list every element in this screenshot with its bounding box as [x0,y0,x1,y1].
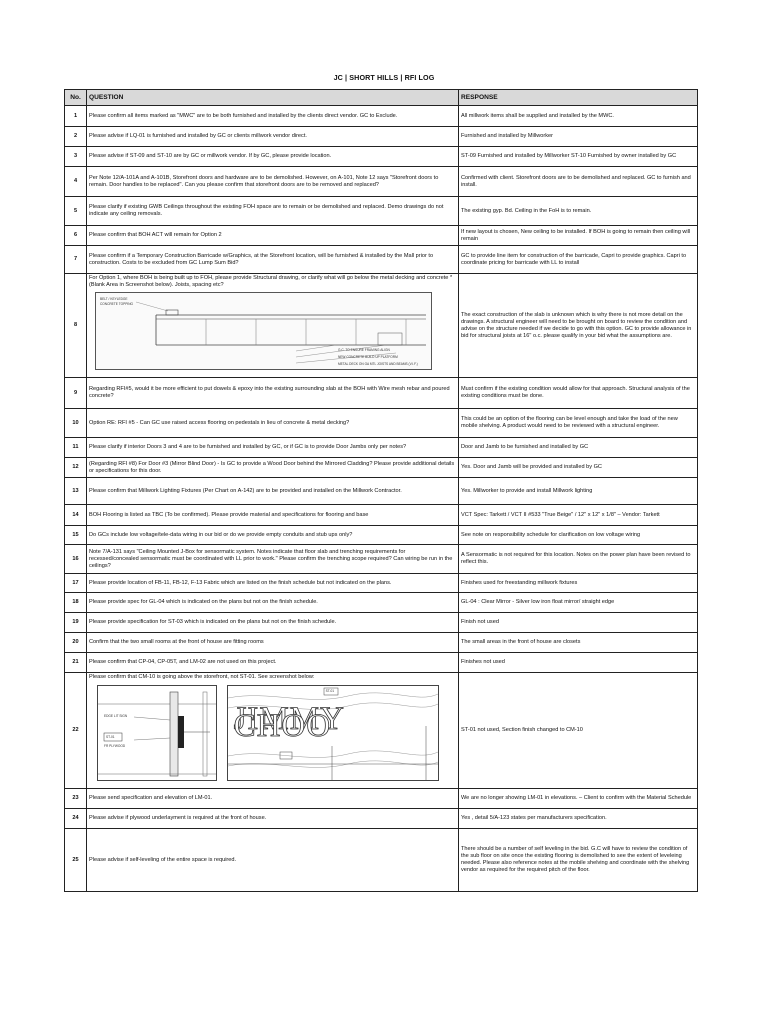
response-cell: This could be an option of the flooring can be level enough and take the load of the new mobile shelving. A product would need to be reviewed with a structural engineer. [459,409,698,438]
response-cell: Furnished and installed by Millworker [459,127,698,147]
row-number: 7 [65,246,87,274]
row-number: 11 [65,438,87,458]
drawing-label: METAL DECK ON GA MTL JOISTS AND BEAMS (V.I.F.) [338,362,418,366]
row-number: 8 [65,274,87,378]
row-number: 17 [65,574,87,593]
response-cell: All millwork items shall be supplied and installed by the MWC. [459,106,698,127]
response-cell: Finishes used for freestanding millwork fixtures [459,574,698,593]
question-cell: Please send specification and elevation of LM-01. [87,789,459,809]
table-row [65,106,698,127]
table-row [65,633,698,653]
drawing-label: G.C. TO ENSURE FRAMING ALIGN [338,348,390,352]
page-title: JC | SHORT HILLS | RFI LOG [333,73,435,82]
question-cell: Please provide location of FB-11, FB-12, F-13 Fabric which are listed on the finish schedule but not indicated on the plans. [87,574,459,593]
row-number: 14 [65,505,87,526]
table-row [65,127,698,147]
response-cell: ST-01 not used, Section finish changed to CM-10 [459,673,698,789]
table-row [65,274,698,378]
question-cell: Please confirm if a Temporary Construction Barricade w/Graphics, at the Storefront location, will be furnished & installed by the Mall prior to construction. Costs to be excluded from GC Lump Sum Bid? [87,246,459,274]
question-cell [87,274,459,378]
row-number: 18 [65,593,87,613]
question-cell: Regarding RFI#5, would it be more efficient to put dowels & epoxy into the existing surrounding slab at the BOH with Wire mesh rebar and poured concrete? [87,378,459,409]
table-row [65,789,698,809]
question-cell: Please advise if ST-09 and ST-10 are by GC or millwork vendor. If by GC, please provide location. [87,147,459,167]
row-number: 25 [65,829,87,892]
row-number: 4 [65,167,87,197]
response-cell: The exact construction of the slab is unknown which is why there is not more detail on the drawings. A structural engineer will need to be brought on board to review the condition and advise on the structure needed if we decide to go with this option. GC to provide allowance in bid for structural joists at 16" o.c. please qualify in your bid what the assumptions are. [459,274,698,378]
question-cell: Please advise if self-leveling of the entire space is required. [87,829,459,892]
storefront-elevation-drawing [227,685,439,781]
drawing-label: NEW CONCRETE BUILD UP PLATFORM [338,355,398,359]
question-cell: Per Note 12/A-101A and A-101B, Storefront doors and hardware are to be demolished. However, on A-101, Note 12 says "Storefront doors to remain. Door handles to be replaced". Can you please confirm that storefront doors are to be removed and replaced? [87,167,459,197]
table-row [65,167,698,197]
question-cell: Please confirm that CP-04, CP-05T, and LM-02 are not used on this project. [87,653,459,673]
question-cell: Option RE: RFI #5 - Can GC use raised access flooring on pedestals in lieu of concrete & metal decking? [87,409,459,438]
table-row [65,246,698,274]
drawing-label: CONCRETE TOPPING [100,302,134,306]
response-cell: GL-04 : Clear Mirror - Silver low iron float mirror/ straight edge [459,593,698,613]
response-cell: If new layout is chosen, New ceiling to be installed. If BOH is going to remain then ceiling will remain [459,226,698,246]
row-number: 1 [65,106,87,127]
table-row [65,505,698,526]
response-cell: Finishes not used [459,653,698,673]
response-cell: Confirmed with client. Storefront doors are to be demolished and replaced. GC to furnish and install. [459,167,698,197]
table-row [65,526,698,545]
structural-section-drawing [95,292,432,370]
row-number: 13 [65,478,87,505]
table-row [65,829,698,892]
row-number: 19 [65,613,87,633]
response-cell: Yes , detail 5/A-123 states per manufacturers specification. [459,809,698,829]
response-cell: The small areas in the front of house are closets [459,633,698,653]
table-row [65,809,698,829]
row-number: 10 [65,409,87,438]
question-cell [87,673,459,789]
row-number: 3 [65,147,87,167]
row-number: 15 [65,526,87,545]
table-row [65,613,698,633]
drawing-label: FR PLYWOOD [104,744,126,748]
table-row [65,409,698,438]
question-cell: Please provide specification for ST-03 which is indicated on the plans but not on the finish schedule. [87,613,459,633]
table-row [65,673,698,789]
brand-logo: JIMMY CHOO [233,701,344,744]
question-cell: Do GCs include low voltage/tele-data wiring in our bid or do we provide empty conduits and stub ups only? [87,526,459,545]
table-row [65,147,698,167]
row-number: 6 [65,226,87,246]
table-row [65,574,698,593]
question-cell: Please clarify if existing GWB Ceilings throughout the existing FOH space are to remain or be demolished and replaced. Demo drawings do not indicate any ceiling removals. [87,197,459,226]
question-text: Please confirm that CM-10 is going above the storefront, not ST-01. See screenshot below: [89,674,315,680]
column-header-question: QUESTION [87,90,459,106]
question-text: For Option 1, where BOH is being built up to FOH, please provide Structural drawing, or clarify what will go below the metal decking and concrete * (Blank Area in Screenshot below). Joists, spacing etc? [89,275,453,288]
row-number: 23 [65,789,87,809]
question-cell: BOH Flooring is listed as TBC (To be confirmed). Please provide material and specifications for flooring and base [87,505,459,526]
response-cell: Yes. Millworker to provide and install Millwork lighting [459,478,698,505]
response-cell: We are no longer showing LM-01 in elevations. – Client to confirm with the Material Schedule [459,789,698,809]
table-row [65,378,698,409]
table-row [65,438,698,458]
table-row [65,653,698,673]
response-cell: ST-09 Furnished and installed by Millworker ST-10 Furnished by owner installed by GC [459,147,698,167]
table-row [65,478,698,505]
question-cell: Please advise if plywood underlayment is required at the front of house. [87,809,459,829]
response-cell: There should be a number of self leveling in the bid. G.C will have to review the condition of the sub floor on site once the existing flooring is demolished to see the extent of leveleing needed. Please also reference notes at the mobile shelving and coordinate with the shelving vendor as required for the required pitch of the floor. [459,829,698,892]
table-row [65,593,698,613]
question-cell: Please confirm that Millwork Lighting Fixtures (Per Chart on A-142) are to be provided and installed on the Millwork Contractor. [87,478,459,505]
drawing-label: EDGE LIT SIGN [104,714,128,718]
question-cell: Note 7/A-131 says "Ceiling Mounted J-Box for sensormatic system. Notes indicate that floor slab and trenching requirements for recessed/concealed sensormatic must be coordinated with LL prior to work." Please confirm the trenching scope required? Can wiring be run in the ceilings? [87,545,459,574]
rfi-table [64,89,698,892]
column-header-no: No. [65,90,87,106]
response-cell: The existing gyp. Bd. Ceiling in the FoH is to remain. [459,197,698,226]
question-cell: Please confirm that BOH ACT will remain for Option 2 [87,226,459,246]
response-cell: Must confirm if the existing condition would allow for that approach. Structural analysis of the existing conditions must be done. [459,378,698,409]
table-row [65,226,698,246]
column-header-response: RESPONSE [459,90,698,106]
question-cell: (Regarding RFI #8) For Door #3 (Mirror Blind Door) - Is GC to provide a Wood Door behind the Mirrored Cladding? Please provide additional details or specifications for this door. [87,458,459,478]
question-cell: Please clarify if interior Doors 3 and 4 are to be furnished and installed by GC, or if GC is to provide Door Jambs only per notes? [87,438,459,458]
response-cell: Finish not used [459,613,698,633]
storefront-section-drawing [97,685,217,781]
row-number: 2 [65,127,87,147]
question-cell: Please confirm all items marked as "MWC" are to be both furnished and installed by the clients direct vendor. GC to Exclude. [87,106,459,127]
question-cell: Please provide spec for GL-04 which is indicated on the plans but not on the finish schedule. [87,593,459,613]
row-number: 21 [65,653,87,673]
question-cell: Confirm that the two small rooms at the front of house are fitting rooms [87,633,459,653]
question-cell: Please advise if LQ-01 is furnished and installed by GC or clients millwork vendor direct. [87,127,459,147]
drawing-label: ST-01 [106,735,115,739]
row-number: 20 [65,633,87,653]
response-cell: VCT Spec: Tarkett / VCT II #533 "True Beige" / 12" x 12" x 1/8" – Vendor: Tarkett [459,505,698,526]
response-cell: GC to provide line item for construction of the barricade, Capri to provide graphics. Capri to coordinate pricing for barricade with LL to install [459,246,698,274]
row-number: 12 [65,458,87,478]
row-number: 16 [65,545,87,574]
response-cell: Door and Jamb to be furnished and installed by GC [459,438,698,458]
table-header-row [65,90,698,106]
row-number: 5 [65,197,87,226]
row-number: 22 [65,673,87,789]
table-row [65,545,698,574]
response-cell: Yes. Door and Jamb will be provided and installed by GC [459,458,698,478]
storefront-section-svg [98,686,216,780]
response-cell: A Sensormatic is not required for this location. Notes on the power plan have been revised to reflect this. [459,545,698,574]
response-cell: See note on responsibility schedule for clarification on low voltage wiring [459,526,698,545]
row-number: 24 [65,809,87,829]
row-number: 9 [65,378,87,409]
table-row [65,458,698,478]
drawing-label: ST-01 [325,689,335,693]
table-row [65,197,698,226]
drawing-label: BELT / KEYLEDGE [100,297,128,301]
